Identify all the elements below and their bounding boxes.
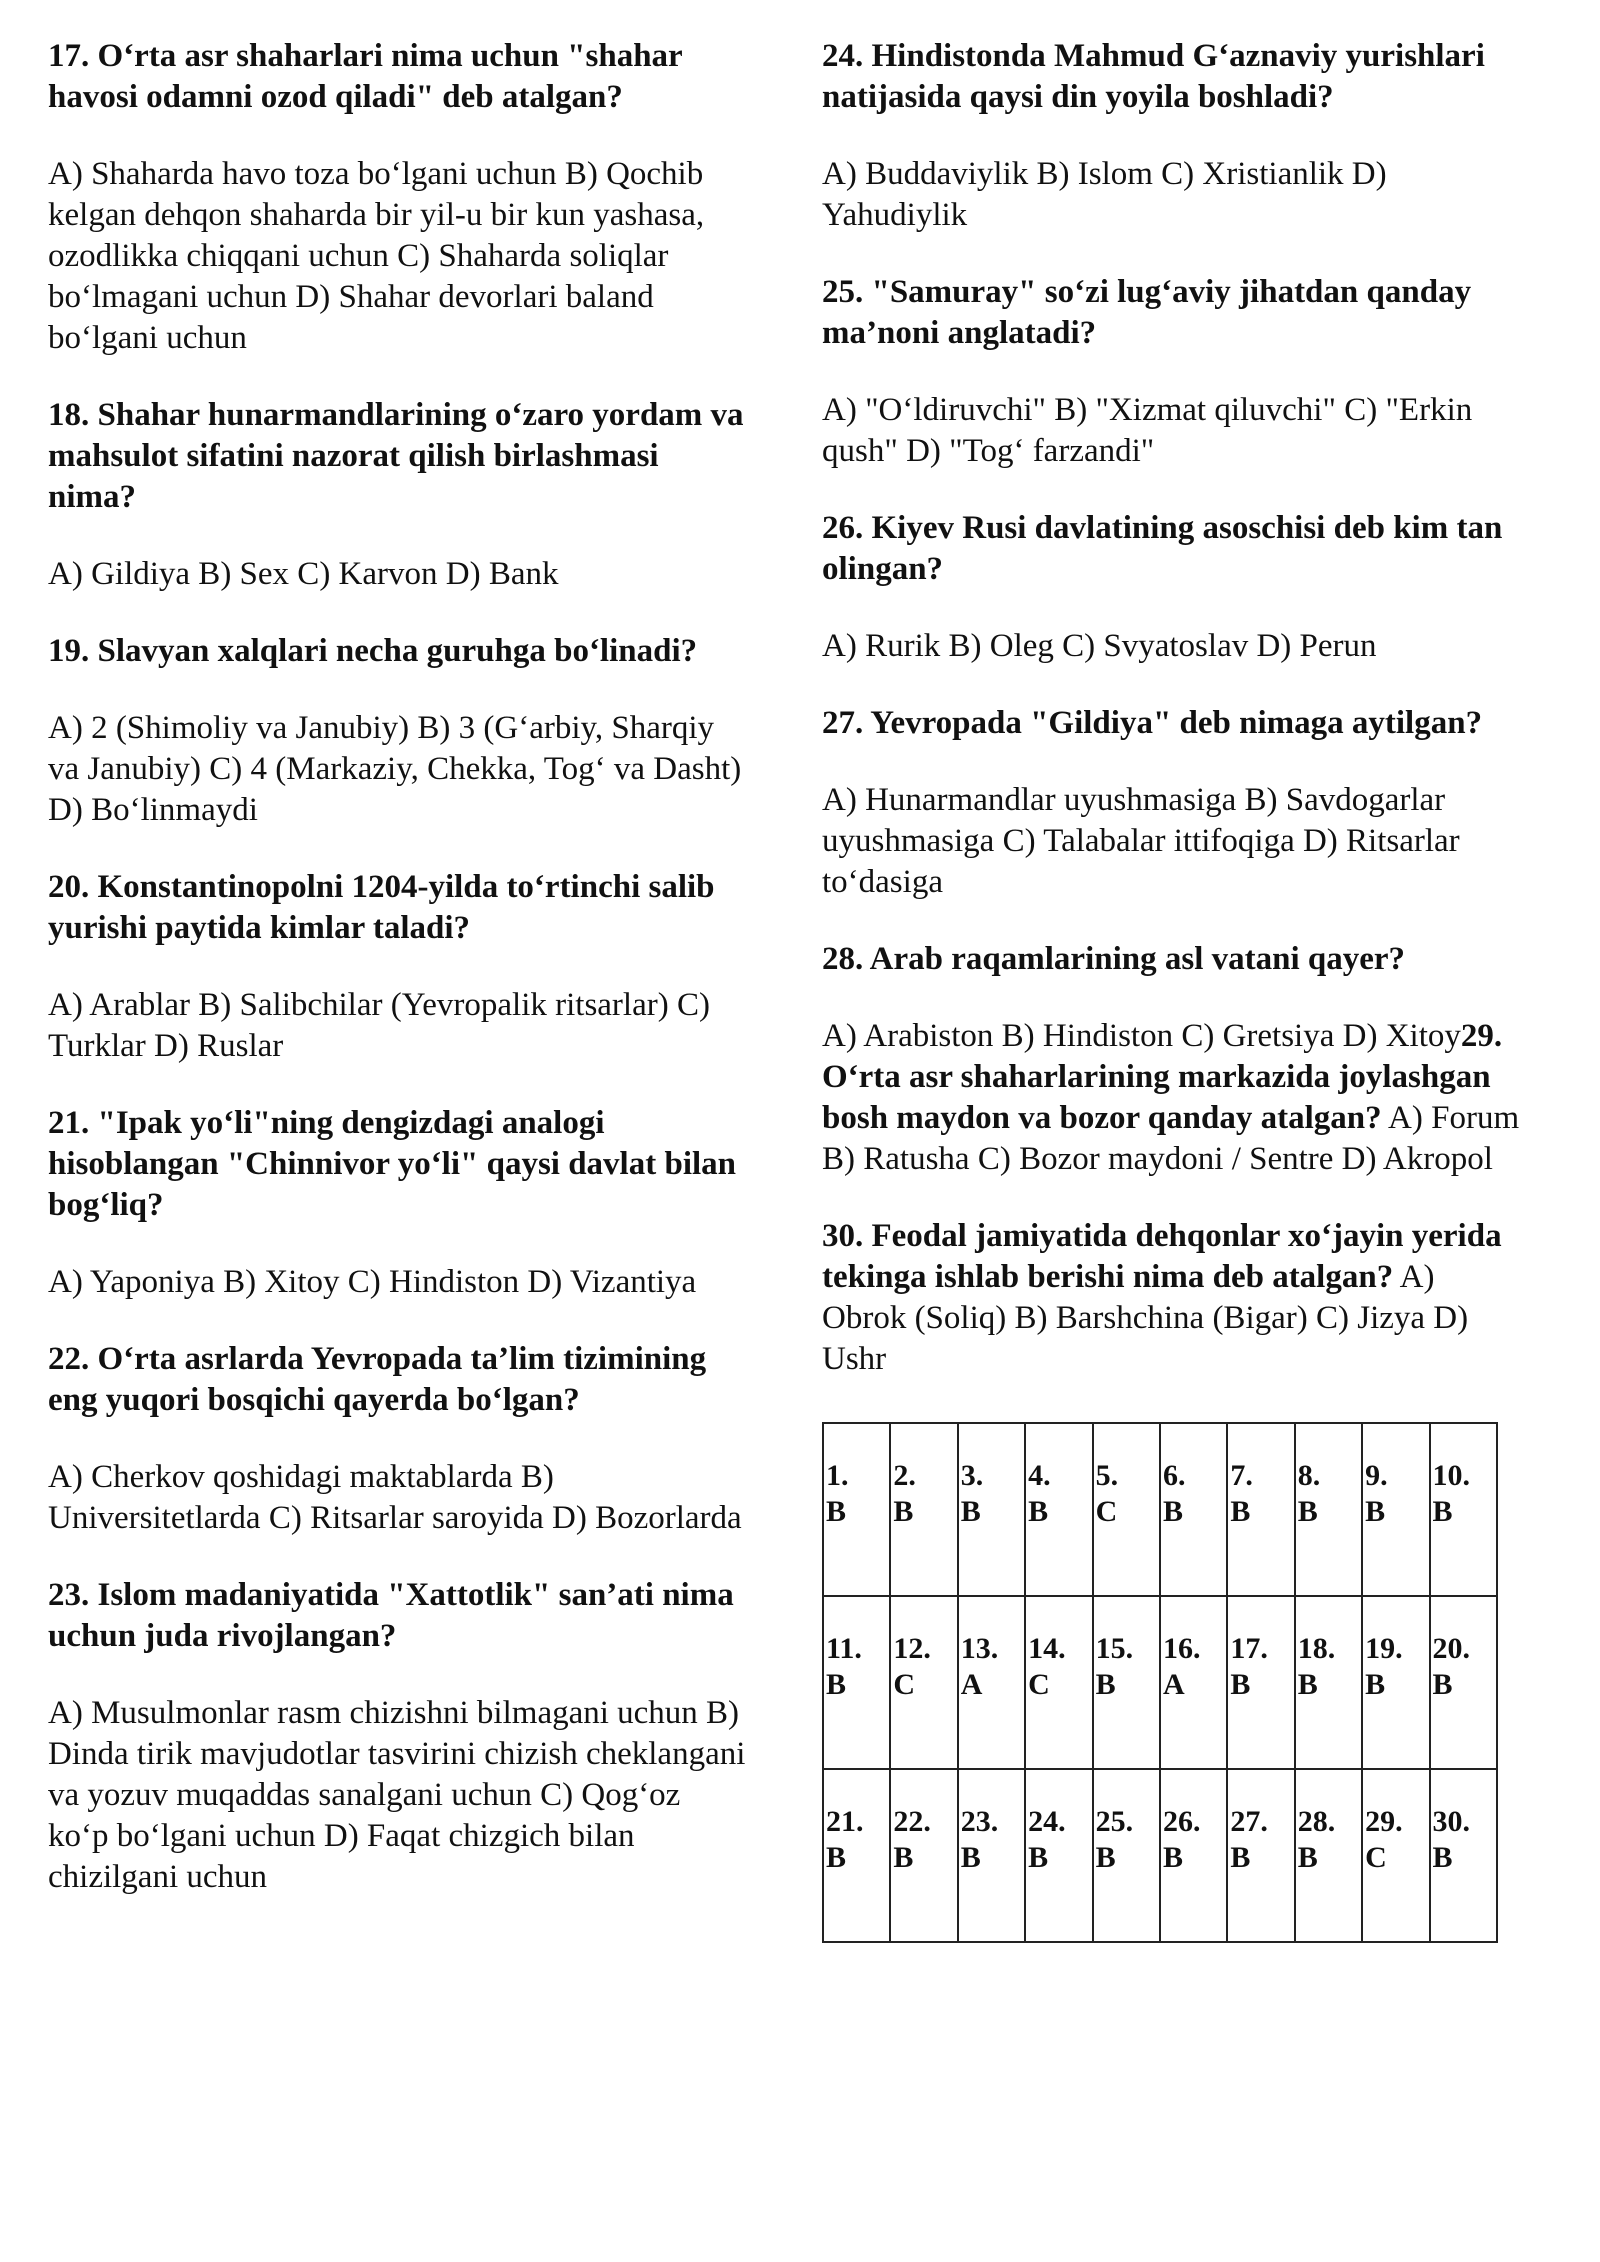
answer-options: A) Buddaviylik B) Islom C) Xristianlik D) Yahudiylik [822, 156, 1387, 233]
answer-key-cell [1430, 1423, 1497, 1596]
answer-key-letter: B [1365, 1668, 1386, 1701]
answer-key-cell [958, 1769, 1025, 1942]
answer-key-number: 24. [1028, 1805, 1066, 1838]
answer-key-letter: B [1432, 1668, 1453, 1701]
answer-key-number: 1. [826, 1459, 849, 1492]
answer-key-letter: C [1028, 1668, 1050, 1701]
answer-key-cell [1093, 1596, 1160, 1769]
answer-key-letter: B [1432, 1495, 1453, 1528]
question-18 [48, 395, 748, 595]
answer-key-letter: B [1297, 1495, 1318, 1528]
answer-key-cell [1160, 1423, 1227, 1596]
answer-key-letter: B [826, 1495, 847, 1528]
question-21 [48, 1103, 748, 1303]
question-text: 24. Hindistonda Mahmud G‘aznaviy yurishlari natijasida qaysi din yoyila boshladi? [822, 38, 1485, 115]
question-text: 26. Kiyev Rusi davlatining asoschisi deb kim tan olingan? [822, 510, 1503, 587]
answer-options: A) Gildiya B) Sex C) Karvon D) Bank [48, 556, 559, 592]
answer-options: A) 2 (Shimoliy va Janubiy) B) 3 (G‘arbiy, Sharqiy va Janubiy) C) 4 (Markaziy, Chekka, Tog‘ va Dasht) D) Bo‘linmaydi [48, 710, 742, 828]
answer-options: A) Forum B) Ratusha C) Bozor maydoni / Sentre D) Akropol [822, 1100, 1520, 1177]
answer-key-number: 8. [1297, 1459, 1321, 1492]
answer-key-cell [1362, 1423, 1429, 1596]
answer-key-cell [1227, 1596, 1294, 1769]
question-text: 19. Slavyan xalqlari necha guruhga bo‘linadi? [48, 633, 698, 669]
answer-key-row [823, 1596, 1497, 1769]
answer-options: A) Rurik B) Oleg C) Svyatoslav D) Perun [822, 628, 1377, 664]
answer-key-letter: B [893, 1495, 914, 1528]
question-25 [822, 272, 1522, 472]
answer-key-number: 13. [960, 1632, 999, 1665]
answer-key-letter: B [1095, 1841, 1116, 1874]
question-text-inline: 29. O‘rta asr shaharlarining markazida joylashgan bosh maydon va bozor qanday atalgan? [822, 1018, 1503, 1136]
answer-key-number: 22. [893, 1805, 931, 1838]
question-text: 28. Arab raqamlarining asl vatani qayer? [822, 941, 1406, 977]
answer-key-number: 23. [960, 1805, 999, 1838]
answer-key-cell [1093, 1769, 1160, 1942]
answer-key-number: 19. [1365, 1632, 1403, 1665]
answer-options: A) Arablar B) Salibchilar (Yevropalik ritsarlar) C) Turklar D) Ruslar [48, 987, 710, 1064]
answer-key-cell [890, 1423, 957, 1596]
answer-key-letter: B [1432, 1841, 1453, 1874]
answer-options: A) Hunarmandlar uyushmasiga B) Savdogarlar uyushmasiga C) Talabalar ittifoqiga D) Ritsarlar to‘dasiga [822, 782, 1460, 900]
answer-key-letter: B [1297, 1668, 1318, 1701]
answer-key-letter: B [1028, 1841, 1049, 1874]
answer-key-cell [1362, 1769, 1429, 1942]
answer-key-number: 26. [1162, 1805, 1201, 1838]
question-text: 18. Shahar hunarmandlarining o‘zaro yordam va mahsulot sifatini nazorat qilish birlashmasi nima? [48, 397, 744, 515]
answer-key-letter: B [1162, 1841, 1183, 1874]
answer-key-letter: C [1365, 1841, 1387, 1874]
answer-key-cell [1160, 1596, 1227, 1769]
answer-key-letter: B [1230, 1841, 1251, 1874]
answer-key-number: 3. [960, 1459, 984, 1492]
answer-key-row [823, 1423, 1497, 1596]
answer-key-body [823, 1423, 1497, 1942]
answer-key-number: 9. [1365, 1459, 1388, 1492]
answer-key-number: 30. [1432, 1805, 1471, 1838]
answer-key-number: 25. [1095, 1805, 1134, 1838]
question-23 [48, 1575, 748, 1898]
answer-key-number: 6. [1162, 1459, 1186, 1492]
answer-key-letter: B [826, 1841, 847, 1874]
answer-key-cell [1093, 1423, 1160, 1596]
answer-options: A) Musulmonlar rasm chizishni bilmagani uchun B) Dinda tirik mavjudotlar tasvirini chizish cheklangani va yozuv muqaddas sanalgani uchun C) Qog‘oz ko‘p bo‘lgani uchun D) Faqat chizgich bilan chizilgani uchun [48, 1695, 746, 1895]
answer-options-merged [822, 1016, 1522, 1180]
answer-key-number: 27. [1230, 1805, 1268, 1838]
answer-key-number: 15. [1095, 1632, 1134, 1665]
answer-key-letter: C [1095, 1495, 1118, 1528]
answer-key-row [823, 1769, 1497, 1942]
answer-key-letter: B [826, 1668, 847, 1701]
answer-key-cell [1362, 1596, 1429, 1769]
answer-key-number: 21. [826, 1805, 864, 1838]
answer-key-cell [823, 1423, 890, 1596]
answer-key-cell [1430, 1769, 1497, 1942]
answer-key-letter: B [1297, 1841, 1318, 1874]
question-30 [822, 1216, 1522, 1380]
answer-key-cell [890, 1596, 957, 1769]
answer-key-cell [1160, 1769, 1227, 1942]
right-column [822, 36, 1522, 1943]
answer-key-number: 11. [826, 1632, 862, 1665]
answer-key-number: 20. [1432, 1632, 1471, 1665]
answer-options: A) Yaponiya B) Xitoy C) Hindiston D) Vizantiya [48, 1264, 697, 1300]
question-text: 23. Islom madaniyatida "Xattotlik" san’ati nima uchun juda rivojlangan? [48, 1577, 734, 1654]
question-text: 21. "Ipak yo‘li"ning dengizdagi analogi hisoblangan "Chinnivor yo‘li" qaysi davlat bilan bog‘liq? [48, 1105, 737, 1223]
answer-key-cell [890, 1769, 957, 1942]
answer-key-letter: B [1028, 1495, 1049, 1528]
answer-key-cell [1025, 1423, 1092, 1596]
answer-key-cell [958, 1423, 1025, 1596]
question-with-answers [822, 1216, 1522, 1380]
answer-key-letter: C [893, 1668, 916, 1701]
answer-key-letter: B [1230, 1495, 1251, 1528]
answer-key-number: 10. [1432, 1459, 1471, 1492]
question-text: 20. Konstantinopolni 1204-yilda to‘rtinchi salib yurishi paytida kimlar taladi? [48, 869, 715, 946]
answer-key-cell [1025, 1596, 1092, 1769]
answer-options: A) Shaharda havo toza bo‘lgani uchun B) Qochib kelgan dehqon shaharda bir yil-u bir kun yashasa, ozodlikka chiqqani uchun C) Shaharda soliqlar bo‘lmagani uchun D) Shahar devorlari baland bo‘lgani uchun [48, 156, 705, 356]
answer-key-number: 5. [1095, 1459, 1119, 1492]
question-26 [822, 508, 1522, 667]
answer-key-letter: B [1162, 1495, 1183, 1528]
answer-key-cell [1025, 1769, 1092, 1942]
answer-key-table [822, 1422, 1498, 1943]
question-20 [48, 867, 748, 1067]
question-27 [822, 703, 1522, 903]
question-17 [48, 36, 748, 359]
answer-key-number: 7. [1230, 1459, 1253, 1492]
question-text: 27. Yevropada "Gildiya" deb nimaga aytilgan? [822, 705, 1483, 741]
answer-key-number: 16. [1162, 1632, 1201, 1665]
answer-key-cell [1295, 1769, 1362, 1942]
answer-key-cell [1295, 1423, 1362, 1596]
left-column [48, 36, 748, 1934]
answer-options: A) Obrok (Soliq) B) Barshchina (Bigar) C) Jizya D) Ushr [822, 1259, 1469, 1377]
answer-key-cell [1227, 1423, 1294, 1596]
answer-key-number: 2. [893, 1459, 916, 1492]
answer-key-number: 18. [1297, 1632, 1336, 1665]
answer-key-cell [1227, 1769, 1294, 1942]
answer-key-letter: A [1162, 1668, 1185, 1701]
question-28-29 [822, 939, 1522, 1180]
answer-key-number: 17. [1230, 1632, 1268, 1665]
question-text: 22. O‘rta asrlarda Yevropada ta’lim tizimining eng yuqori bosqichi qayerda bo‘lgan? [48, 1341, 707, 1418]
answer-key-cell [823, 1596, 890, 1769]
question-text: 17. O‘rta asr shaharlari nima uchun "shahar havosi odamni ozod qiladi" deb atalgan? [48, 38, 683, 115]
question-text-inline: 30. Feodal jamiyatida dehqonlar xo‘jayin yerida tekinga ishlab berishi nima deb atalgan? [822, 1218, 1502, 1295]
question-24 [822, 36, 1522, 236]
answer-options: A) "O‘ldiruvchi" B) "Xizmat qiluvchi" C) "Erkin qush" D) "Tog‘ farzandi" [822, 392, 1473, 469]
question-text: 25. "Samuray" so‘zi lug‘aviy jihatdan qanday ma’noni anglatadi? [822, 274, 1472, 351]
answer-options: A) Arabiston B) Hindiston C) Gretsiya D) Xitoy [822, 1018, 1461, 1054]
answer-key-letter: B [960, 1841, 981, 1874]
answer-key-number: 28. [1297, 1805, 1336, 1838]
answer-key-number: 4. [1028, 1459, 1051, 1492]
answer-key-letter: B [893, 1841, 914, 1874]
question-19 [48, 631, 748, 831]
answer-key-cell [1430, 1596, 1497, 1769]
answer-key-number: 12. [893, 1632, 931, 1665]
answer-key-number: 29. [1365, 1805, 1403, 1838]
answer-key-letter: B [1095, 1668, 1116, 1701]
answer-key-letter: B [960, 1495, 981, 1528]
answer-key-letter: A [960, 1668, 983, 1701]
answer-key-cell [1295, 1596, 1362, 1769]
answer-options: A) Cherkov qoshidagi maktablarda B) Universitetlarda C) Ritsarlar saroyida D) Bozorlarda [48, 1459, 742, 1536]
answer-key-number: 14. [1028, 1632, 1066, 1665]
question-22 [48, 1339, 748, 1539]
answer-key-letter: B [1365, 1495, 1386, 1528]
answer-key-letter: B [1230, 1668, 1251, 1701]
answer-key-cell [958, 1596, 1025, 1769]
answer-key-cell [823, 1769, 890, 1942]
